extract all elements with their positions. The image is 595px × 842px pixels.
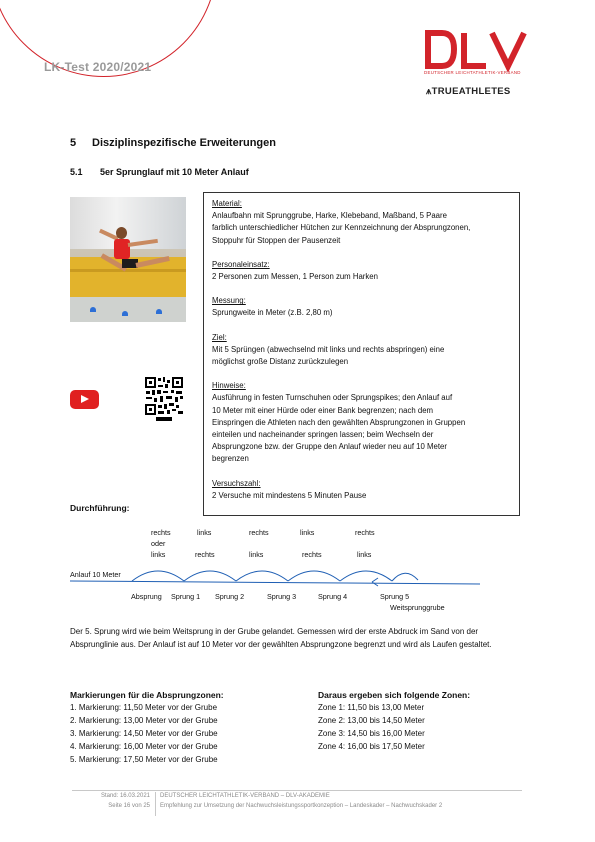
list-item: Zone 1: 11,50 bis 13,00 Meter: [318, 703, 425, 712]
section-number: 5: [70, 137, 77, 149]
hinweise-line: 10 Meter mit einer Hürde oder einer Bank begrenzen; nach dem: [212, 405, 434, 415]
dlv-logo: [424, 30, 528, 72]
zonen-list: [318, 701, 425, 753]
foot-bottom-label: links: [151, 550, 166, 559]
material-line: Stoppuhr für Stoppen der Pausenzeit: [212, 235, 341, 245]
arrow-head-icon: [372, 578, 378, 586]
personal-line: 2 Personen zum Messen, 1 Person zum Harken: [212, 272, 378, 282]
versuche-block: [212, 478, 511, 502]
foot-top-label: rechts: [355, 528, 375, 537]
foot-top-label: rechts: [249, 528, 269, 537]
jump-arc: [392, 573, 418, 581]
list-item: 4. Markierung: 16,00 Meter vor der Grube: [70, 742, 218, 752]
step-label: Sprung 4: [318, 592, 348, 601]
ziel-block: [212, 332, 511, 369]
material-line: farblich unterschiedlicher Hütchen zur Kennzeichnung der Absprungzonen,: [212, 223, 471, 233]
foot-bottom-label: rechts: [302, 550, 322, 559]
athlete-photo: [70, 197, 186, 322]
foot-bottom-label: links: [357, 550, 372, 559]
list-item: Zone 3: 14,50 bis 16,00 Meter: [318, 729, 425, 739]
step-label: Sprung 2: [215, 592, 245, 601]
list-item: Zone 4: 16,00 bis 17,50 Meter: [318, 742, 425, 752]
footer-stand: Stand: 16.03.2021: [100, 793, 150, 799]
logo-subtitle: DEUTSCHER LEICHTATHLETIK-VERBAND: [424, 70, 521, 75]
list-item: 5. Markierung: 17,50 Meter vor der Grube: [70, 755, 218, 765]
zonen-heading: Daraus ergeben sich folgende Zonen:: [318, 690, 471, 700]
jump-arc: [132, 571, 184, 581]
jump-arc: [288, 571, 340, 581]
jump-arc: [184, 571, 236, 581]
messung-heading: Messung:: [212, 296, 246, 306]
hinweise-heading: Hinweise:: [212, 381, 246, 391]
material-heading: Material:: [212, 199, 242, 208]
foot-bottom-label: links: [249, 550, 264, 559]
hinweise-line: begrenzen: [212, 454, 249, 464]
hinweise-line: Einspringen die Athleten nach den gewählten Absprungzonen in Gruppen: [212, 417, 466, 427]
markierungen-list: [70, 701, 218, 766]
messung-block: [212, 295, 511, 319]
list-item: 3. Markierung: 14,50 Meter vor der Grube: [70, 729, 218, 739]
versuche-heading: Versuchszahl:: [212, 478, 261, 488]
ziel-line: möglichst große Distanz zurückzulegen: [212, 357, 349, 367]
foot-top-label: rechts: [151, 528, 171, 537]
versuche-line: 2 Versuche mit mindestens 5 Minuten Pause: [212, 490, 367, 500]
ziel-line: Mit 5 Sprüngen (abwechselnd mit links und rechts abspringen) eine: [212, 344, 445, 354]
ziel-heading: Ziel:: [212, 332, 227, 342]
list-item: 2. Markierung: 13,00 Meter vor der Grube: [70, 716, 218, 726]
hinweise-line: einteilen und nacheinander springen lassen; beim Wechseln der: [212, 430, 434, 440]
footer-org: DEUTSCHER LEICHTATHLETIK-VERBAND – DLV-AKADEMIE: [160, 793, 330, 799]
lk-test-label: LK-Test 2020/2021: [44, 60, 152, 74]
qr-code-icon[interactable]: [144, 376, 184, 422]
footer-title: Empfehlung zur Umsetzung der Nachwuchsleistungssportkonzeption – Landeskader – Nachwuchskader 2: [160, 803, 443, 809]
list-item: Zone 2: 13,00 bis 14,50 Meter: [318, 716, 425, 726]
step-label: Sprung 5: [380, 592, 410, 601]
list-item: 1. Markierung: 11,50 Meter vor der Grube: [70, 703, 218, 712]
foot-top-label: links: [300, 528, 315, 537]
foot-bottom-label: rechts: [195, 550, 215, 559]
step-label: Sprung 1: [171, 592, 201, 601]
markierungen-heading: Markierungen für die Absprungzonen:: [70, 690, 224, 700]
jump-arc: [236, 571, 288, 581]
jump-arc: [340, 571, 392, 581]
grube-label: Weitsprunggrube: [390, 603, 445, 612]
discipline-info-box: [203, 192, 520, 516]
trueathletes-logo: ⩚TRUEATHLETES: [426, 86, 511, 97]
material-block: [212, 198, 511, 247]
youtube-play-icon[interactable]: [70, 390, 99, 409]
foot-top-label: links: [197, 528, 212, 537]
subsection-number: 5.1: [70, 167, 83, 177]
durchfuehrung-label: Durchführung:: [70, 503, 130, 513]
hinweise-block: [212, 380, 511, 465]
description-paragraph: Der 5. Sprung wird wie beim Weitsprung in der Grube gelandet. Gemessen wird der erste Abdruck im Sand von der Absprunglinie aus. Der Anlauf ist auf 10 Meter vor der gewählten Absprungzone begrenzt und wird als Laufen gestaltet.: [70, 627, 492, 649]
section-title: Disziplinspezifische Erweiterungen: [92, 137, 276, 149]
anlauf-label: Anlauf 10 Meter: [70, 570, 121, 579]
oder-label: oder: [151, 539, 166, 548]
runway-line: [70, 581, 480, 584]
trueathletes-icon: ⩚: [426, 86, 432, 97]
hinweise-line: Ausführung in festen Turnschuhen oder Sprungspikes; den Anlauf auf: [212, 393, 453, 403]
material-line: Anlaufbahn mit Sprunggrube, Harke, Klebeband, Maßband, 5 Paare: [212, 211, 447, 221]
footer-seite: Seite 16 von 25: [108, 803, 150, 809]
personal-heading: Personaleinsatz:: [212, 259, 270, 269]
step-label: Sprung 3: [267, 592, 297, 601]
subsection-title: 5er Sprunglauf mit 10 Meter Anlauf: [100, 167, 249, 177]
messung-line: Sprungweite in Meter (z.B. 2,80 m): [212, 308, 333, 318]
footer-separator: [155, 792, 156, 816]
personal-block: [212, 259, 511, 283]
step-label: Absprung: [131, 592, 162, 601]
hinweise-line: Absprungzone bzw. der Gruppe den Anlauf wieder neu auf 10 Meter: [212, 442, 447, 452]
footer-divider: [72, 790, 522, 791]
